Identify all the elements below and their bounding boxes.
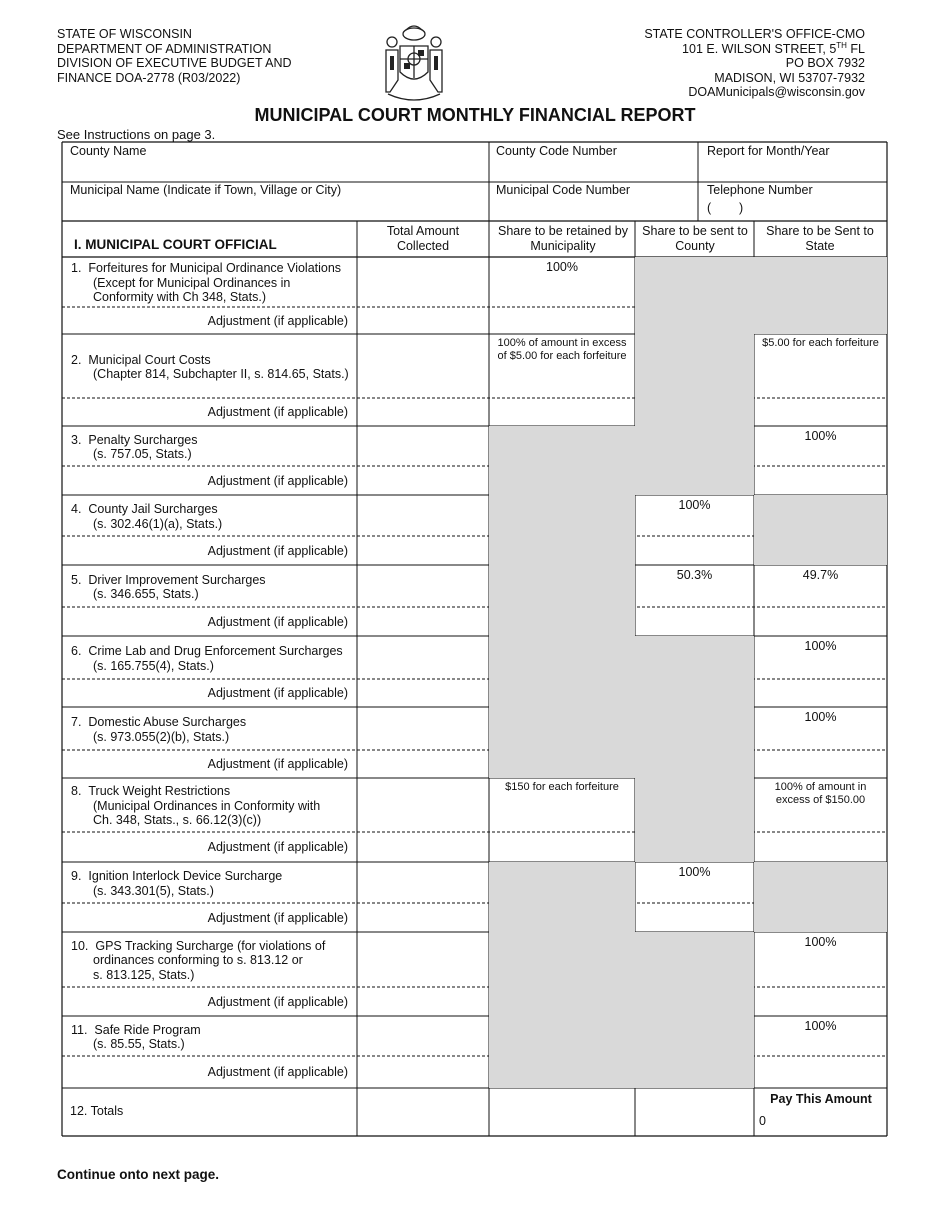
controller-email[interactable]: DOAMunicipals@wisconsin.gov	[688, 85, 865, 99]
row-7-state-adjustment-field[interactable]	[754, 750, 887, 778]
row-10-total-field[interactable]	[357, 932, 489, 987]
row-4-county-adjustment-field[interactable]	[635, 536, 754, 565]
street-text: 101 E. WILSON STREET, 5	[682, 41, 837, 56]
adjustment-label: Adjustment (if applicable)	[207, 614, 348, 629]
row-number: 5.	[71, 572, 82, 587]
row-description-title	[71, 433, 197, 448]
shaded-cell	[635, 707, 754, 750]
shaded-cell	[635, 750, 754, 778]
county-column-header: Share to be sent to County	[642, 224, 748, 253]
county-name-label: County Name	[70, 144, 147, 158]
row-title: Domestic Abuse Surcharges	[88, 715, 247, 729]
row-8-state-share: 100% of amount in excess of $150.00	[774, 781, 867, 806]
municipality-column-header: Share to be retained by Municipality	[498, 224, 628, 253]
shaded-cell	[635, 778, 754, 832]
row-title: County Jail Surcharges	[88, 502, 218, 516]
row-5-state-adjustment-field[interactable]	[754, 607, 887, 636]
shaded-cell	[754, 257, 887, 307]
agency-line-2: DEPARTMENT OF ADMINISTRATION	[57, 41, 272, 56]
shaded-cell	[754, 495, 887, 536]
floor-suffix: TH	[836, 40, 847, 50]
page-title: MUNICIPAL COURT MONTHLY FINANCIAL REPORT	[254, 105, 696, 125]
telephone-area-code[interactable]: ( )	[707, 201, 744, 215]
municipal-name-label: Municipal Name (Indicate if Town, Village or City)	[70, 183, 342, 197]
row-title: Municipal Court Costs	[88, 352, 211, 367]
row-8-description	[71, 784, 320, 828]
row-2-muni-adjustment-field[interactable]	[489, 398, 635, 426]
shaded-cell	[635, 466, 754, 495]
agency-line-4: FINANCE DOA-2778 (R03/2022)	[57, 70, 241, 85]
row-5-county-adjustment-field[interactable]	[635, 607, 754, 636]
row-7-total-field[interactable]	[357, 707, 489, 750]
row-8-muni-share: $150 for each forfeiture	[505, 781, 619, 793]
row-title: Crime Lab and Drug Enforcement Surcharges	[88, 644, 343, 658]
row-number: 4.	[71, 502, 82, 516]
row-number: 3.	[71, 432, 82, 447]
controller-po-box: PO BOX 7932	[785, 56, 865, 70]
row-description-title	[71, 784, 320, 799]
row-9-total-field[interactable]	[357, 862, 489, 903]
row-6-state-share: 100%	[804, 639, 837, 653]
row-4-total-field[interactable]	[357, 495, 489, 536]
row-4-description	[71, 502, 222, 531]
shaded-cell	[635, 426, 754, 466]
municipal-code-label: Municipal Code Number	[496, 183, 631, 197]
row-description-line: (s. 165.755(4), Stats.)	[93, 658, 214, 673]
row-7-description	[71, 715, 246, 744]
county-code-field[interactable]	[489, 160, 698, 182]
row-3-description	[71, 433, 197, 462]
row-title: Ignition Interlock Device Surcharge	[88, 869, 283, 883]
totals-municipality-field[interactable]	[489, 1088, 635, 1136]
shaded-cell	[754, 536, 887, 565]
row-description-line: (Except for Municipal Ordinances in	[93, 275, 291, 290]
row-1-total-adjustment-field[interactable]	[357, 307, 489, 334]
shaded-cell	[489, 932, 635, 987]
row-description-line: (Municipal Ordinances in Conformity with	[93, 798, 321, 813]
row-9-total-adjustment-field[interactable]	[357, 903, 489, 932]
row-3-total-adjustment-field[interactable]	[357, 466, 489, 495]
shaded-cell	[635, 1056, 754, 1088]
report-month-label: Report for Month/Year	[707, 144, 830, 158]
row-7-total-adjustment-field[interactable]	[357, 750, 489, 778]
total-column-header: Total Amount Collected	[386, 224, 460, 253]
row-11-description	[71, 1023, 201, 1052]
row-2-state-share: $5.00 for each forfeiture	[762, 337, 879, 349]
pay-this-amount-value[interactable]: 0	[759, 1114, 766, 1128]
adjustment-label: Adjustment (if applicable)	[207, 686, 348, 700]
row-number: 8.	[71, 784, 82, 799]
shaded-cell	[635, 307, 754, 334]
row-9-county-adjustment-field[interactable]	[635, 903, 754, 932]
row-5-state-share: 49.7%	[802, 568, 839, 582]
shaded-cell	[489, 495, 635, 536]
totals-label: 12. Totals	[70, 1104, 124, 1118]
adjustment-label: Adjustment (if applicable)	[207, 1065, 348, 1079]
row-number: 11.	[71, 1022, 88, 1037]
row-description-line: (s. 302.46(1)(a), Stats.)	[93, 516, 223, 531]
row-5-total-field[interactable]	[357, 565, 489, 607]
row-title: Safe Ride Program	[94, 1022, 201, 1037]
row-2-muni-share: 100% of amount in excess of $5.00 for each forfeiture	[497, 337, 627, 362]
row-6-state-adjustment-field[interactable]	[754, 679, 887, 707]
row-5-description	[71, 573, 266, 602]
telephone-label: Telephone Number	[707, 183, 813, 197]
controller-city: MADISON, WI 53707-7932	[714, 70, 865, 85]
adjustment-label: Adjustment (if applicable)	[207, 910, 348, 925]
row-1-description	[71, 261, 341, 305]
row-8-total-adjustment-field[interactable]	[357, 832, 489, 862]
row-4-county-share: 100%	[678, 498, 711, 512]
row-title: GPS Tracking Surcharge (for violations of	[95, 938, 326, 953]
shaded-cell	[489, 536, 635, 565]
shaded-cell	[489, 636, 635, 679]
adjustment-label: Adjustment (if applicable)	[207, 543, 348, 558]
instructions-note: See Instructions on page 3.	[57, 127, 216, 142]
row-title: Truck Weight Restrictions	[88, 784, 231, 799]
row-description-line: Ch. 348, Stats., s. 66.12(3)(c))	[93, 813, 262, 828]
row-title: Driver Improvement Surcharges	[88, 572, 266, 587]
row-title: Penalty Surcharges	[88, 432, 198, 447]
row-11-total-field[interactable]	[357, 1016, 489, 1056]
row-10-state-share: 100%	[804, 935, 837, 949]
shaded-cell	[754, 903, 887, 932]
shaded-cell	[635, 334, 754, 398]
row-10-description	[71, 939, 325, 983]
totals-total-field[interactable]	[357, 1088, 489, 1136]
shaded-cell	[635, 832, 754, 862]
row-2-state-adjustment-field[interactable]	[754, 398, 887, 426]
agency-line-3: DIVISION OF EXECUTIVE BUDGET AND	[57, 56, 292, 70]
row-description-title	[71, 939, 325, 954]
row-3-total-field[interactable]	[357, 426, 489, 466]
continue-note: Continue onto next page.	[57, 1167, 219, 1182]
shaded-cell	[489, 679, 635, 707]
row-11-total-adjustment-field[interactable]	[357, 1056, 489, 1088]
totals-county-field[interactable]	[635, 1088, 754, 1136]
shaded-cell	[489, 750, 635, 778]
row-2-total-field[interactable]	[357, 334, 489, 398]
shaded-cell	[635, 1016, 754, 1056]
shaded-cell	[635, 636, 754, 679]
municipal-code-field[interactable]	[489, 200, 698, 220]
floor-text: FL	[846, 41, 865, 56]
row-6-total-adjustment-field[interactable]	[357, 679, 489, 707]
row-description-title	[71, 261, 341, 276]
shaded-cell	[489, 903, 635, 932]
shaded-cell	[489, 987, 635, 1016]
row-6-total-field[interactable]	[357, 636, 489, 679]
shaded-cell	[635, 679, 754, 707]
county-name-field[interactable]	[62, 145, 489, 182]
row-11-state-share: 100%	[804, 1019, 837, 1033]
row-5-total-adjustment-field[interactable]	[357, 607, 489, 636]
row-7-state-share: 100%	[804, 710, 837, 724]
shaded-cell	[489, 466, 635, 495]
shaded-cell	[489, 565, 635, 607]
row-title: Forfeitures for Municipal Ordinance Violations	[88, 261, 342, 276]
row-8-muni-adjustment-field[interactable]	[489, 832, 635, 862]
row-description-line: (s. 343.301(5), Stats.)	[93, 883, 214, 898]
adjustment-label: Adjustment (if applicable)	[207, 757, 348, 771]
shaded-cell	[754, 862, 887, 903]
row-3-state-share: 100%	[804, 429, 837, 443]
section-heading: I. MUNICIPAL COURT OFFICIAL	[74, 237, 277, 252]
row-description-line: (s. 973.055(2)(b), Stats.)	[93, 729, 230, 744]
row-number: 1.	[71, 261, 82, 276]
shaded-cell	[489, 607, 635, 636]
row-description-title	[71, 644, 343, 659]
shaded-cell	[635, 398, 754, 426]
shaded-cell	[489, 1056, 635, 1088]
adjustment-label: Adjustment (if applicable)	[207, 840, 348, 854]
row-number: 10.	[71, 938, 89, 953]
row-description-line: (Chapter 814, Subchapter II, s. 814.65, Stats.)	[93, 367, 349, 381]
shaded-cell	[635, 932, 754, 987]
row-4-total-adjustment-field[interactable]	[357, 536, 489, 565]
row-8-total-field[interactable]	[357, 778, 489, 832]
adjustment-label: Adjustment (if applicable)	[207, 313, 348, 328]
row-number: 6.	[71, 644, 82, 658]
row-1-total-field[interactable]	[357, 257, 489, 307]
row-number: 7.	[71, 715, 82, 729]
row-description-title	[71, 502, 222, 517]
row-5-county-share: 50.3%	[676, 568, 713, 582]
shaded-cell	[489, 1016, 635, 1056]
agency-line-1: STATE OF WISCONSIN	[57, 27, 192, 41]
shaded-cell	[635, 257, 754, 307]
row-description-line: Conformity with Ch 348, Stats.)	[93, 290, 266, 305]
row-9-description	[71, 869, 282, 898]
row-description-title	[71, 573, 266, 588]
pay-this-amount-label: Pay This Amount	[770, 1092, 872, 1106]
row-description-title	[71, 869, 282, 884]
row-description-title	[71, 353, 349, 368]
row-1-muni-share: 100%	[546, 260, 578, 274]
row-description-line: s. 813.125, Stats.)	[93, 967, 195, 982]
adjustment-label: Adjustment (if applicable)	[207, 405, 348, 419]
row-description-line: ordinances conforming to s. 813.12 or	[93, 953, 303, 968]
row-1-muni-adjustment-field[interactable]	[489, 307, 635, 334]
shaded-cell	[489, 707, 635, 750]
controller-office: STATE CONTROLLER'S OFFICE-CMO	[644, 27, 865, 41]
adjustment-label: Adjustment (if applicable)	[207, 994, 348, 1009]
state-column-header: Share to be Sent to State	[766, 224, 874, 253]
row-10-total-adjustment-field[interactable]	[357, 987, 489, 1016]
row-8-state-adjustment-field[interactable]	[754, 832, 887, 862]
row-number: 2.	[71, 352, 82, 367]
row-11-state-adjustment-field[interactable]	[754, 1056, 887, 1088]
adjustment-label: Adjustment (if applicable)	[207, 473, 348, 488]
row-3-state-adjustment-field[interactable]	[754, 466, 887, 495]
row-2-description	[71, 353, 349, 382]
row-2-total-adjustment-field[interactable]	[357, 398, 489, 426]
row-description-title	[71, 1023, 201, 1038]
row-10-state-adjustment-field[interactable]	[754, 987, 887, 1016]
row-6-description	[71, 644, 343, 673]
row-description-line: (s. 757.05, Stats.)	[93, 447, 192, 461]
shaded-cell	[489, 862, 635, 903]
row-number: 9.	[71, 869, 82, 883]
county-code-label: County Code Number	[496, 144, 617, 158]
report-month-field[interactable]	[698, 160, 887, 182]
shaded-cell	[754, 307, 887, 334]
row-description-title	[71, 715, 246, 730]
row-description-line: (s. 346.655, Stats.)	[93, 587, 199, 601]
row-description-line: (s. 85.55, Stats.)	[93, 1037, 185, 1051]
row-9-county-share: 100%	[678, 865, 711, 879]
shaded-cell	[489, 426, 635, 466]
municipal-name-field[interactable]	[62, 200, 489, 220]
shaded-cell	[635, 987, 754, 1016]
